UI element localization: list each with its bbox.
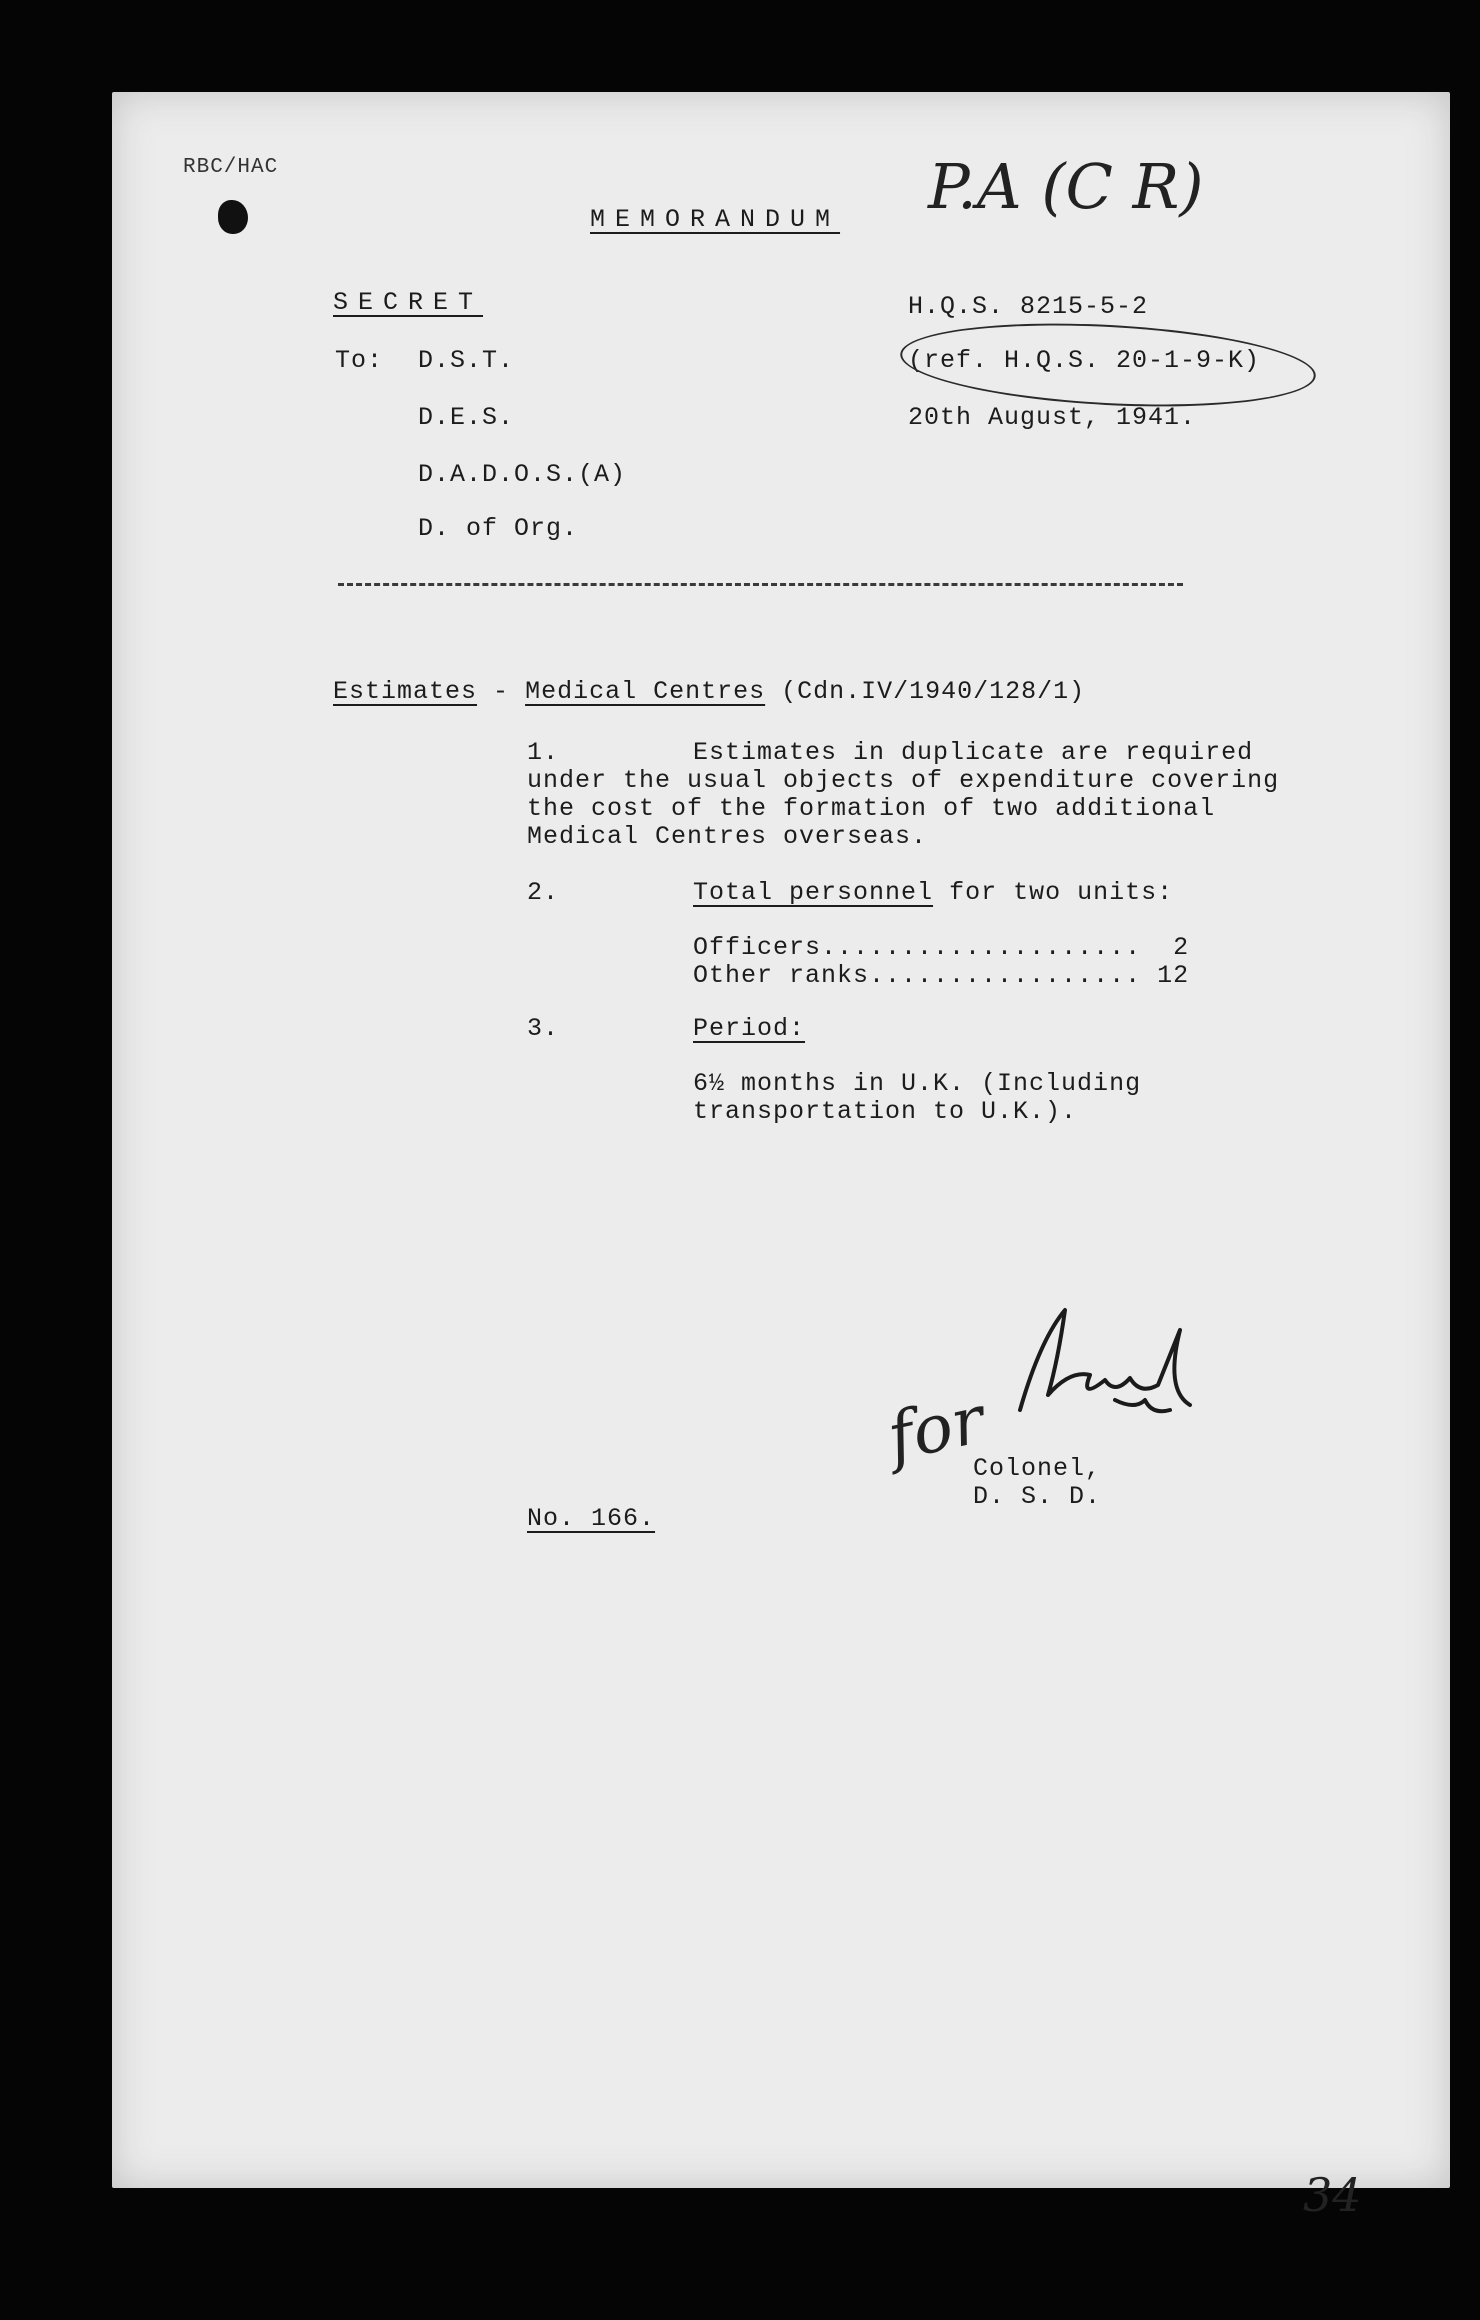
para3-line: 6½ months in U.K. (Including: [693, 1069, 1142, 1098]
page-mark: 34: [1303, 2168, 1362, 2222]
personnel-row: [693, 961, 1189, 990]
to-label: To:: [335, 346, 384, 375]
subject-ref: (Cdn.IV/1940/128/1): [781, 677, 1086, 706]
para3-heading: Period:: [693, 1014, 806, 1043]
para1-number: 1.: [527, 738, 560, 767]
recipient: D.E.S.: [418, 403, 515, 432]
row-value: 2: [1173, 933, 1190, 962]
divider: [338, 583, 1183, 586]
row-dots: ....................: [821, 933, 1142, 962]
signature-title: D. S. D.: [973, 1482, 1102, 1511]
personnel-row: [693, 933, 1189, 962]
memo-number: No. 166.: [527, 1504, 656, 1533]
date: 20th August, 1941.: [908, 403, 1197, 432]
reference: (ref. H.Q.S. 20-1-9-K): [908, 346, 1261, 375]
memo-page: [112, 92, 1450, 2188]
file-ref: RBC/HAC: [183, 156, 279, 179]
para2-number: 2.: [527, 878, 560, 907]
subject-part2: Medical Centres: [525, 677, 766, 706]
para3-line: transportation to U.K.).: [693, 1097, 1078, 1126]
handwritten-note: P.A (C R): [928, 150, 1204, 223]
subject-part1: Estimates: [333, 677, 478, 706]
subject-line: [333, 677, 1085, 706]
row-dots: .................: [869, 961, 1142, 990]
para1-line: the cost of the formation of two additional: [527, 794, 1216, 823]
para3-number: 3.: [527, 1014, 560, 1043]
row-label: Officers: [693, 933, 822, 962]
row-value: 12: [1157, 961, 1190, 990]
row-label: Other ranks: [693, 961, 870, 990]
recipient: D.A.D.O.S.(A): [418, 460, 627, 489]
para2-heading-line: [693, 878, 1173, 907]
para1-line: Estimates in duplicate are required: [693, 738, 1254, 767]
file-number: H.Q.S. 8215-5-2: [908, 292, 1149, 321]
recipient: D.S.T.: [418, 346, 515, 375]
memo-title: MEMORANDUM: [590, 205, 841, 234]
para1-line: under the usual objects of expenditure covering: [527, 766, 1280, 795]
signature-rank: Colonel,: [973, 1454, 1102, 1483]
subject-sep: -: [493, 677, 510, 706]
recipient: D. of Org.: [418, 514, 579, 543]
ink-blot: [218, 200, 248, 234]
para1-line: Medical Centres overseas.: [527, 822, 928, 851]
para2-heading: Total personnel: [693, 878, 934, 907]
classification: SECRET: [333, 288, 484, 317]
signature-prefix: for: [881, 1380, 991, 1477]
para2-rest: for two units:: [949, 878, 1174, 907]
